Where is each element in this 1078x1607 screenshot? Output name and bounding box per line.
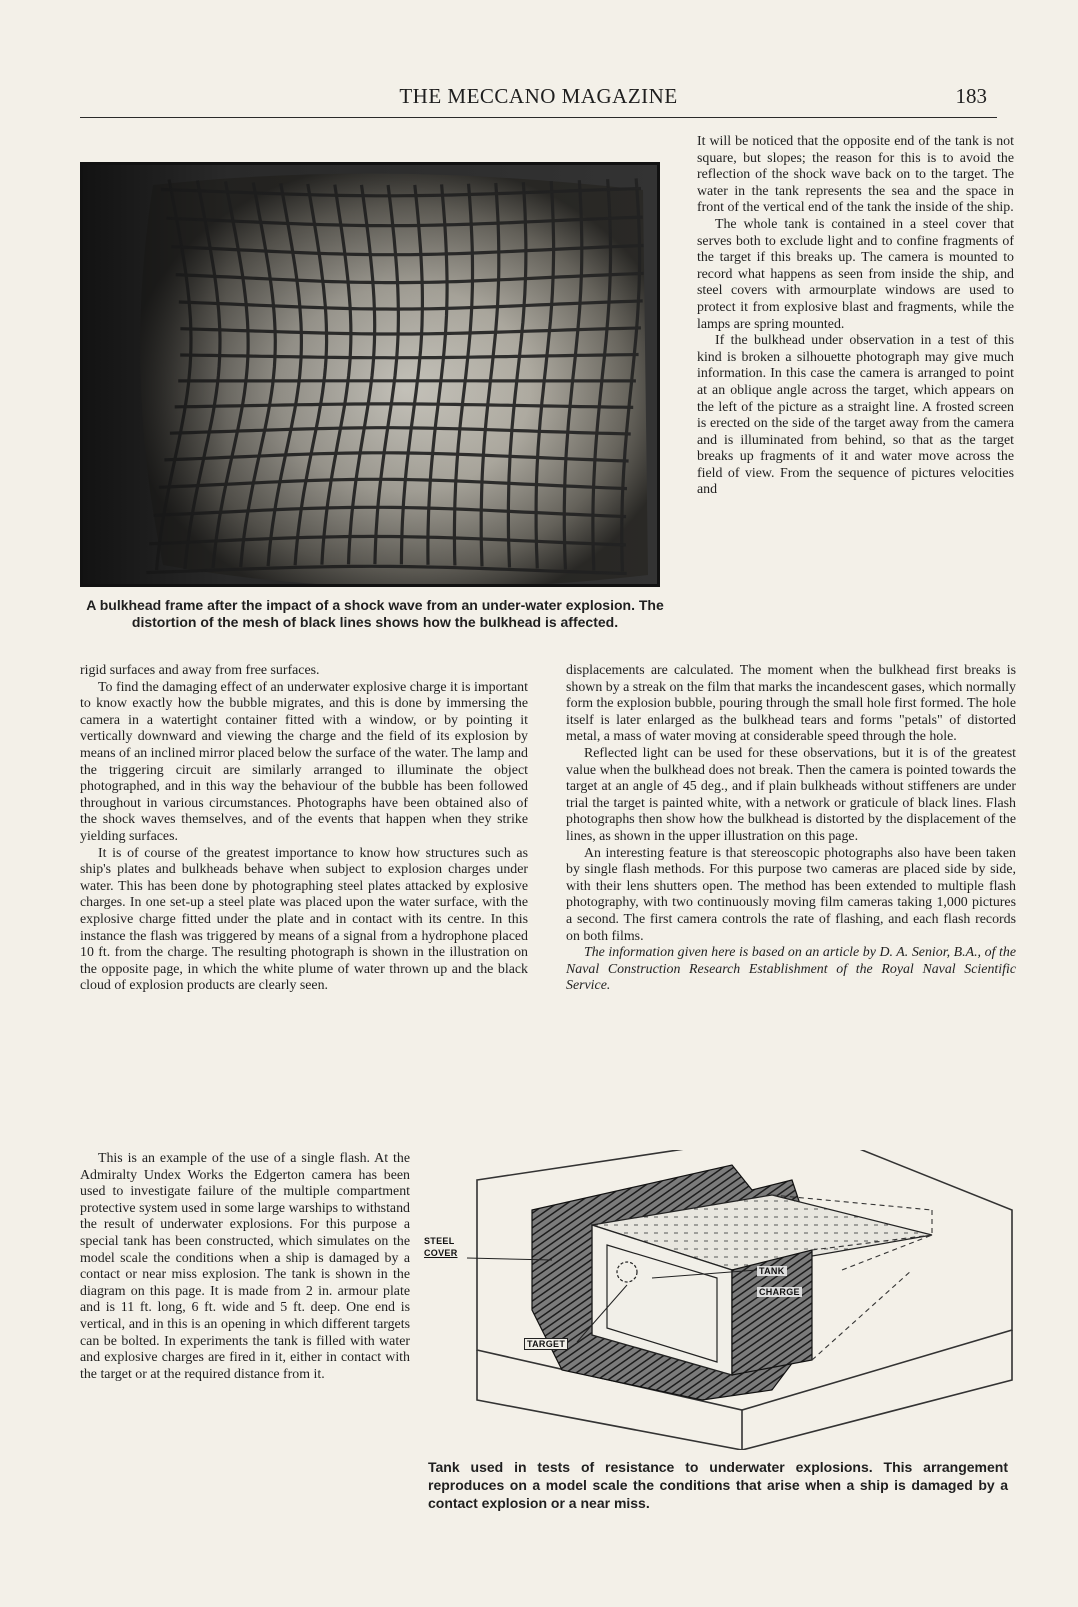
paragraph: Reflected light can be used for these observations, but it is of the greatest value when the bulkhead does not break. Then the camera is pointed towards the target at an angle of 45 deg., and if plain bulkheads without stiffeners are under trial the target is painted white, with a network or graticule of black lines. Flash photographs then show how the bulkhead is distorted by the displacement of the lines, as shown in the upper illustration on this page. [566,745,1016,844]
diagram-caption: Tank used in tests of resistance to underwater explosions. This arrangement reproduces on a model scale the conditions that arise when a ship is damaged by a contact explosion or a near miss. [428,1459,1008,1511]
paragraph: If the bulkhead under observation in a test of this kind is broken a silhouette photograph may give much information. In this case the camera is arranged to point at an oblique angle across the target, which appears on the left of the picture as a straight line. A frosted screen is erected on the side of the target away from the camera and is illuminated from behind, so that as the target breaks up fragments of it and water move across the field of view. From the sequence of pictures velocities and [697,333,1014,498]
photo-caption: A bulkhead frame after the impact of a shock wave from an under-water explosion. The distortion of the mesh of black lines shows how the bulkhead is affected. [86,597,664,630]
paragraph: To find the damaging effect of an underwater explosive charge it is important to know exactly how the bubble migrates, and this is done by immersing the camera in a watertight container fitted with a window, or by pointing it vertically downward and viewing the charge and the field of its explosion by means of an inclined mirror placed below the surface of the water. The lamp and the triggering circuit are similarly arranged to illuminate the object photographed, and in this way the behaviour of the bubble has been followed throughout in various circumstances. Photographs have been obtained also of the shock waves themselves, and of the events that happen when they strike yielding surfaces. [80,679,528,844]
label-target: TARGET [524,1338,568,1350]
right-top-column [697,134,1014,499]
tank-diagram-drawing [412,1150,1022,1450]
paragraph: The whole tank is contained in a steel cover that serves both to exclude light and to confine fragments of the target if this breaks up. The camera is mounted to record what happens as seen from inside the ship, and steel covers with armourplate windows are used to protect it from explosive blast and fragments, while the lamps are spring mounted. [697,216,1014,332]
paragraph: It will be noticed that the opposite end of the tank is not square, but slopes; the reason for this is to avoid the reflection of the shock wave back on to the target. The water in the tank represents the sea and the space in front of the vertical end of the tank the inside of the ship. [697,134,1014,216]
paragraph: It is of course of the greatest importance to know how structures such as ship's plates and bulkheads behave when subject to explosion charges under water. This has been done by photographing steel plates attacked by explosive charges. In one set-up a steel plate was placed upon the water surface, with the explosive charge fitted under the plate and in contact with its centre. In this instance the flash was triggered by means of a signal from a hydrophone placed 10 ft. from the charge. The resulting photograph is shown in the illustration on the opposite page, in which the white plume of water thrown up and the black cloud of explosion products are clearly seen. [80,845,528,994]
right-mid-column [566,663,1016,995]
label-steel: STEEL [424,1236,455,1246]
bulkhead-photograph [80,162,660,587]
left-column [80,663,528,995]
label-cover: COVER [424,1248,458,1258]
header-rule [80,117,997,119]
paragraph: This is an example of the use of a single flash. At the Admiralty Undex Works the Edgerton camera has been used to investigate failure of the multiple compartment protective system used in some large warships to withstand the result of underwater explosions. For this purpose a special tank has been constructed, which simulates on the model scale the conditions when a ship is damaged by a contact or near miss explosion. The tank is shown in the diagram on this page. It is made from 2 in. armour plate and is 11 ft. long, 6 ft. wide and 5 ft. deep. One end is vertical, and in this is an opening in which different targets can be bolted. In experiments the tank is filled with water and explosive charges are fired in it, either in contact with the target or at the required distance from it. [80,1151,410,1382]
paragraph: displacements are calculated. The moment when the bulkhead first breaks is shown by a streak on the film that marks the incandescent gases, which normally form the explosion bubble, pouring through the small hole first formed. The hole itself is later enlarged as the bulkhead tears and forms "petals" of distorted metal, a mass of water moving at considerable speed through the hole. [566,663,1016,745]
page-number: 183 [955,84,987,108]
left-narrow-column [80,1151,410,1383]
tank-diagram [412,1150,1022,1450]
page-header [80,84,997,118]
paragraph: An interesting feature is that stereoscopic photographs also have been taken by single flash methods. For this purpose two cameras are placed side by side, with their lens shutters open. The method has been extended to multiple flash photography, with two continuously moving film cameras taking 1,000 pictures a second. The first camera controls the rate of flashing, and each flash records on both films. [566,845,1016,944]
label-tank: TANK [759,1266,785,1276]
bulkhead-grid-image [83,165,657,584]
magazine-title: THE MECCANO MAGAZINE [399,84,678,108]
source-credit: The information given here is based on an article by D. A. Senior, B.A., of the Naval Construction Research Establishment of the Royal Naval Scientific Service. [566,945,1016,994]
label-charge: CHARGE [759,1287,800,1297]
paragraph: rigid surfaces and away from free surfaces. [80,663,320,678]
